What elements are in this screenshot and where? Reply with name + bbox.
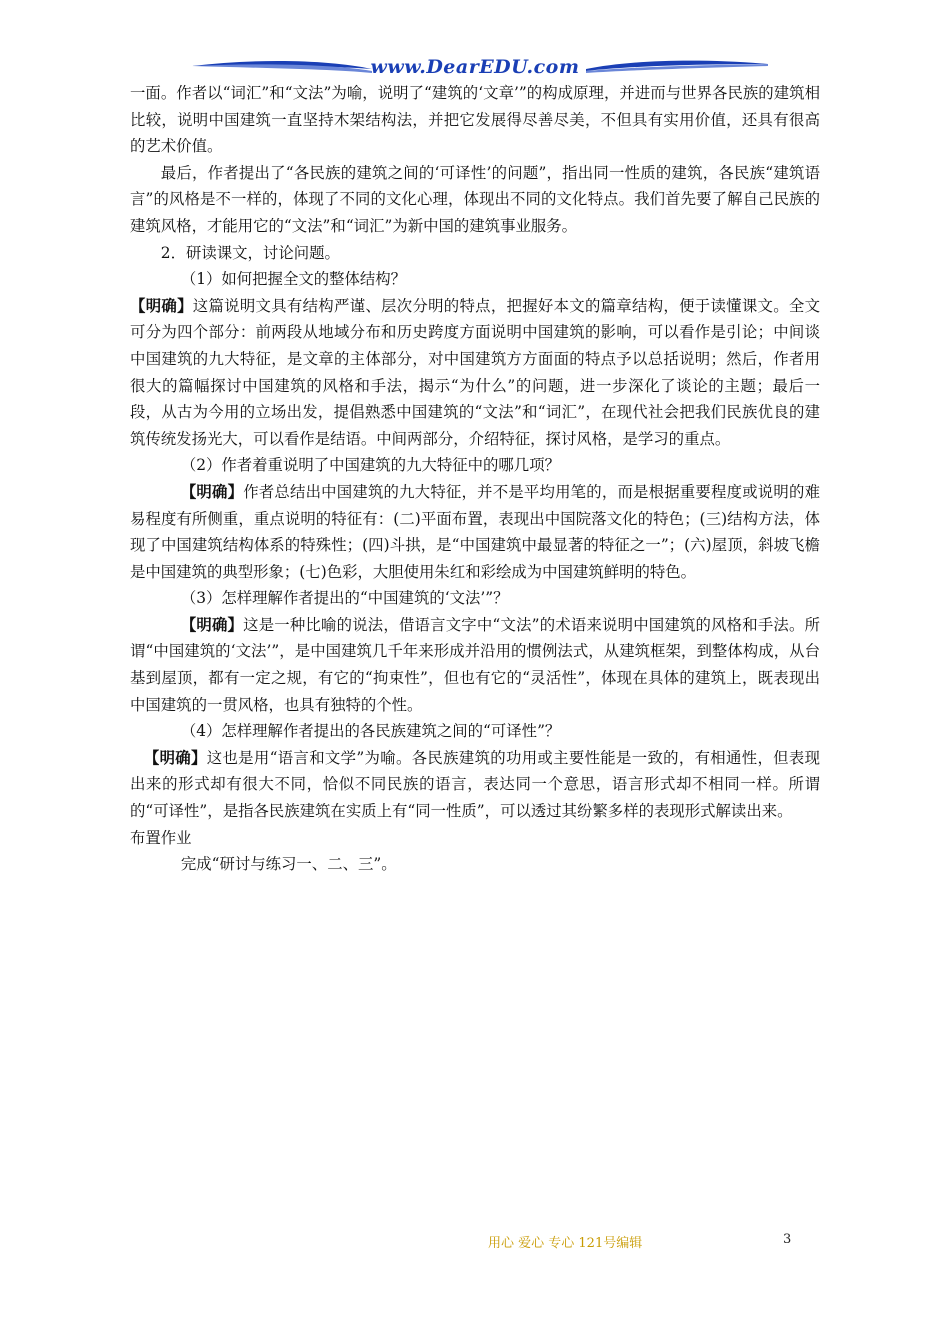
answer-3 xyxy=(130,612,820,718)
answer-2 xyxy=(130,479,820,585)
answer-1-text: 这篇说明文具有结构严谨、层次分明的特点，把握好本文的篇章结构，便于读懂课文。全文可分为四个部分：前两段从地域分布和历史跨度方面说明中国建筑的影响，可以看作是引论；中间谈中国建筑的九大特征，是文章的主体部分，对中国建筑方方面面的特点予以总括说明；然后，作者用很大的篇幅探讨中国建筑的风格和手法，揭示“为什么”的问题，进一步深化了谈论的主题；最后一段，从古为今用的立场出发，提倡熟悉中国建筑的“文法”和“词汇”，在现代社会把我们民族优良的建筑传统发扬光大，可以看作是结语。中间两部分，介绍特征，探讨风格，是学习的重点。 xyxy=(130,296,820,448)
answer-2-text: 作者总结出中国建筑的九大特征，并不是平均用笔的，而是根据重要程度或说明的难易程度有所侧重，重点说明的特征有：(二)平面布置，表现出中国院落文化的特色；(三)结构方法，体现了中国建筑结构体系的特殊性；(四)斗拱，是“中国建筑中最显著的特征之一”；(六)屋顶，斜坡飞檐是中国建筑的典型形象；(七)色彩，大胆使用朱红和彩绘成为中国建筑鲜明的特色。 xyxy=(130,482,820,581)
homework-heading: 布置作业 xyxy=(130,828,192,847)
answer-3-text: 这是一种比喻的说法，借语言文字中“文法”的术语来说明中国建筑的风格和手法。所谓“中国建筑的‘文法’”，是中国建筑几千年来形成并沿用的惯例法式，从建筑框架，到整体构成，从台基到屋顶，都有一定之规，有它的“拘束性”，但也有它的“灵活性”，体现在具体的建筑上，既表现出中国建筑的一贯风格，也具有独特的个性。 xyxy=(130,615,820,714)
answer-marker: 【明确】 xyxy=(180,615,244,634)
question-3: （3）怎样理解作者提出的“中国建筑的‘文法’”？ xyxy=(180,589,509,608)
paragraph-1: 一面。作者以“词汇”和“文法”为喻，说明了“建筑的‘文章’”的构成原理，并进而与世界各民族的建筑相比较，说明中国建筑一直坚持木架结构法，并把它发展得尽善尽美，不但具有实用价值，还具有很高的艺术价值。 xyxy=(130,84,820,156)
answer-marker: 【明确】 xyxy=(130,296,193,315)
page-number: 3 xyxy=(783,1232,792,1247)
document-body xyxy=(130,80,820,878)
footer-editor-note: 用心 爱心 专心 121号编辑 xyxy=(488,1236,643,1251)
answer-1 xyxy=(130,293,820,453)
question-1: （1）如何把握全文的整体结构？ xyxy=(180,270,407,289)
answer-marker: 【明确】 xyxy=(143,748,207,767)
homework-text: 完成“研讨与练习一、二、三”。 xyxy=(180,855,397,874)
question-4: （4）怎样理解作者提出的各民族建筑之间的“可译性”？ xyxy=(180,722,561,741)
section-heading-2: 2．研读课文，讨论问题。 xyxy=(160,243,340,262)
question-2: （2）作者着重说明了中国建筑的九大特征中的哪几项？ xyxy=(180,456,560,475)
answer-marker: 【明确】 xyxy=(180,482,244,501)
answer-4 xyxy=(130,745,820,825)
site-logo-text: www.DearEDU.com xyxy=(370,56,580,78)
paragraph-2: 最后，作者提出了“各民族的建筑之间的‘可译性’的问题”，指出同一性质的建筑，各民族“建筑语言”的风格是不一样的，体现了不同的文化心理，体现出不同的文化特点。我们首先要了解自己民族的建筑风格，才能用它的“文法”和“词汇”为新中国的建筑事业服务。 xyxy=(130,163,820,235)
answer-4-text: 这也是用“语言和文学”为喻。各民族建筑的功用或主要性能是一致的，有相通性，但表现出来的形式却有很大不同，恰似不同民族的语言，表达同一个意思，语言形式却不相同一样。所谓的“可译性”，是指各民族建筑在实质上有“同一性质”，可以透过其纷繁多样的表现形式解读出来。 xyxy=(130,748,820,821)
